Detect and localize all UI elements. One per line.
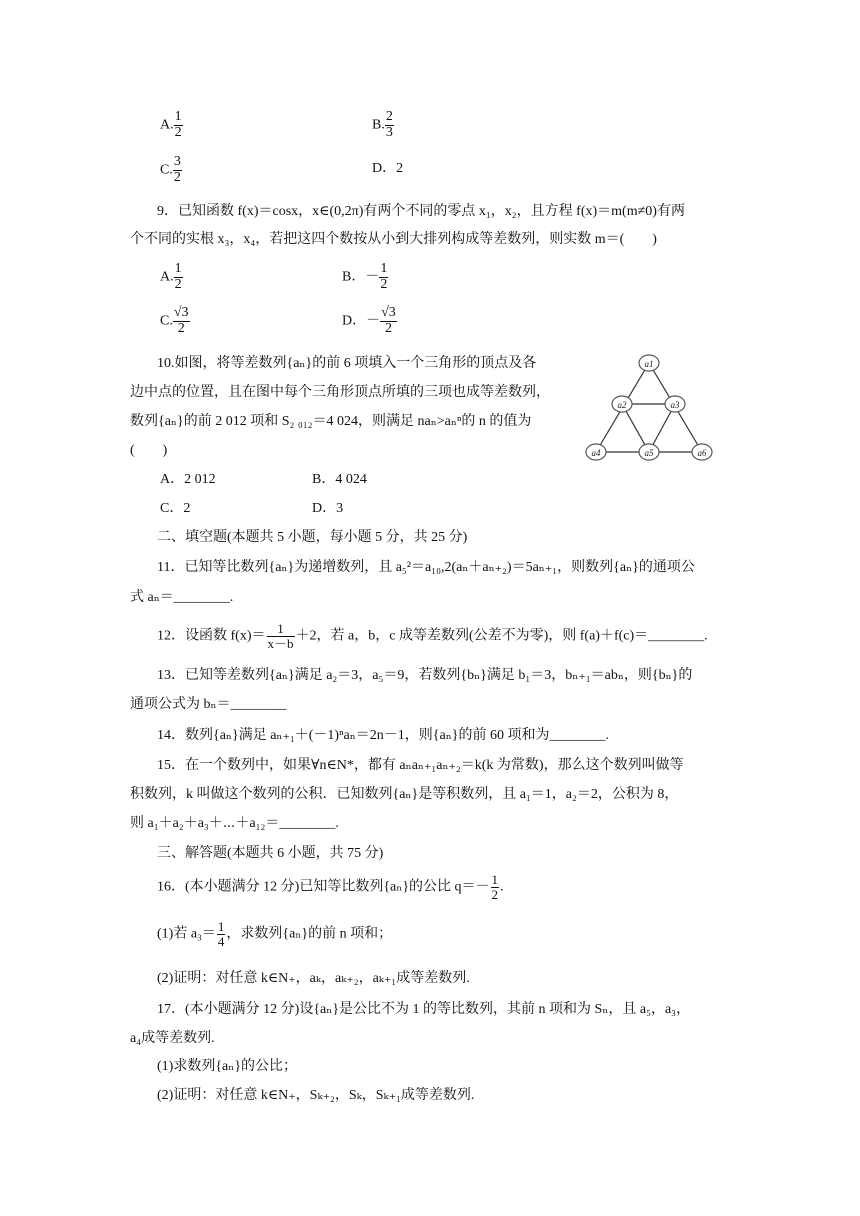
q13-stem-line2: 通项公式为 bₙ＝________ [130,697,287,712]
q8-option-d[interactable]: D．2 [372,161,404,176]
q17-stem-line2: a₄成等差数列. [130,1031,215,1046]
node-label: a6 [697,448,707,458]
q10-option-b[interactable]: B．4 024 [312,472,367,487]
fraction: $\frac{1}{2}$ [174,261,182,292]
fraction: $\frac{1}{x-b}$ [267,621,294,651]
q15-stem-line1: 15．在一个数列中，如果∀n∈N*，都有 aₙaₙ₊₁aₙ₊₂＝k(k 为常数)，那么这个数列叫做等 [157,758,684,773]
fraction: $\frac{1}{2}$ [174,109,182,140]
q10-option-a[interactable]: A．2 012 [160,472,216,487]
q8-option-b[interactable]: B. $\frac{2}{3}$ [372,109,393,140]
q8-option-c[interactable]: C. $\frac{3}{2}$ [160,154,181,185]
q10-option-c[interactable]: C．2 [160,501,191,516]
node-label: a3 [670,400,680,410]
q10-option-d[interactable]: D．3 [312,501,344,516]
fraction: $\frac{√3}{2}$ [381,305,396,336]
q13-stem-line1: 13．已知等差数列{aₙ}满足 a₂＝3，a₅＝9，若数列{bₙ}满足 b₁＝3，bₙ₊₁＝abₙ，则{bₙ}的 [157,668,693,683]
triangle-figure [582,348,716,466]
q9-option-a[interactable]: A. $\frac{1}{2}$ [160,261,182,292]
q9-stem-line1: 9．已知函数 f(x)＝cosx，x∈(0,2π)有两个不同的零点 x₁，x₂，且方程 f(x)＝m(m≠0)有两 [157,204,685,219]
node-label: a1 [644,359,654,369]
q16-stem: 16．(本小题满分 12 分)已知等比数列{aₙ}的公比 q＝－ $\frac{1}{2}$ . [157,872,504,902]
q16-part2: (2)证明：对任意 k∈N₊，aₖ，aₖ₊₂，aₖ₊₁成等差数列. [157,971,470,986]
fraction: $\frac{1}{2}$ [380,261,388,292]
q10-stem-line4: ( ) [130,443,168,458]
q17-part1: (1)求数列{aₙ}的公比； [157,1059,298,1074]
node-label: a2 [617,400,627,410]
q16-part1: (1)若 a₃＝ $\frac{1}{4}$ ，求数列{aₙ}的前 n 项和； [157,919,393,949]
q11-stem-line1: 11．已知等比数列{aₙ}为递增数列，且 a₅²＝a₁₀,2(aₙ＋aₙ₊₂)＝5aₙ₊₁，则数列{aₙ}的通项公 [157,560,695,575]
q9-option-b[interactable]: B．－ $\frac{1}{2}$ [342,261,388,292]
q17-part2: (2)证明：对任意 k∈N₊，Sₖ₊₂，Sₖ，Sₖ₊₁成等差数列. [157,1088,475,1103]
q9-option-d[interactable]: D．－ $\frac{√3}{2}$ [342,305,396,336]
q17-stem-line1: 17．(本小题满分 12 分)设{aₙ}是公比不为 1 的等比数列，其前 n 项和为 Sₙ，且 a₅，a₃， [157,1002,691,1017]
q10-stem-line2: 边中点的位置，且在图中每个三角形顶点所填的三项也成等差数列， [130,385,550,400]
section-heading-fill-in: 二、填空题(本题共 5 小题，每小题 5 分，共 25 分) [157,530,468,545]
q8-option-a[interactable]: A. $\frac{1}{2}$ [160,109,182,140]
q9-option-c[interactable]: C. $\frac{√3}{2}$ [160,305,189,336]
fraction: $\frac{3}{2}$ [173,154,181,185]
q10-stem-line3: 数列{aₙ}的前 2 012 项和 S₂ ₀₁₂＝4 024，则满足 naₙ>aₙⁿ的 n 的值为 [130,414,532,429]
section-heading-answer: 三、解答题(本题共 6 小题，共 75 分) [157,846,384,861]
q14-stem: 14．数列{aₙ}满足 aₙ₊₁＋(－1)ⁿaₙ＝2n－1，则{aₙ}的前 60 项和为________. [157,728,609,743]
fraction: $\frac{1}{4}$ [217,919,225,949]
node-label: a4 [591,448,601,458]
fraction: $\frac{2}{3}$ [385,109,393,140]
q11-stem-line2: 式 aₙ＝________. [130,590,234,605]
fraction: $\frac{1}{2}$ [491,872,499,902]
q15-stem-line3: 则 a₁＋a₂＋a₃＋⋯＋a₁₂＝________. [130,816,339,831]
q15-stem-line2: 积数列，k 叫做这个数列的公积．已知数列{aₙ}是等积数列，且 a₁＝1，a₂＝2，公积为 8， [130,787,679,802]
q9-stem-line2: 个不同的实根 x₃，x₄，若把这四个数按从小到大排列构成等差数列，则实数 m＝( ) [130,232,657,247]
node-label: a5 [644,448,654,458]
q12-stem: 12．设函数 f(x)＝ $\frac{1}{x-b}$ ＋2，若 a，b，c 成等差数列(公差不为零)，则 f(a)＋f(c)＝________. [157,621,708,651]
q10-stem-line1: 10.如图，将等差数列{aₙ}的前 6 项填入一个三角形的顶点及各 [157,356,537,371]
fraction: $\frac{√3}{2}$ [173,305,189,336]
